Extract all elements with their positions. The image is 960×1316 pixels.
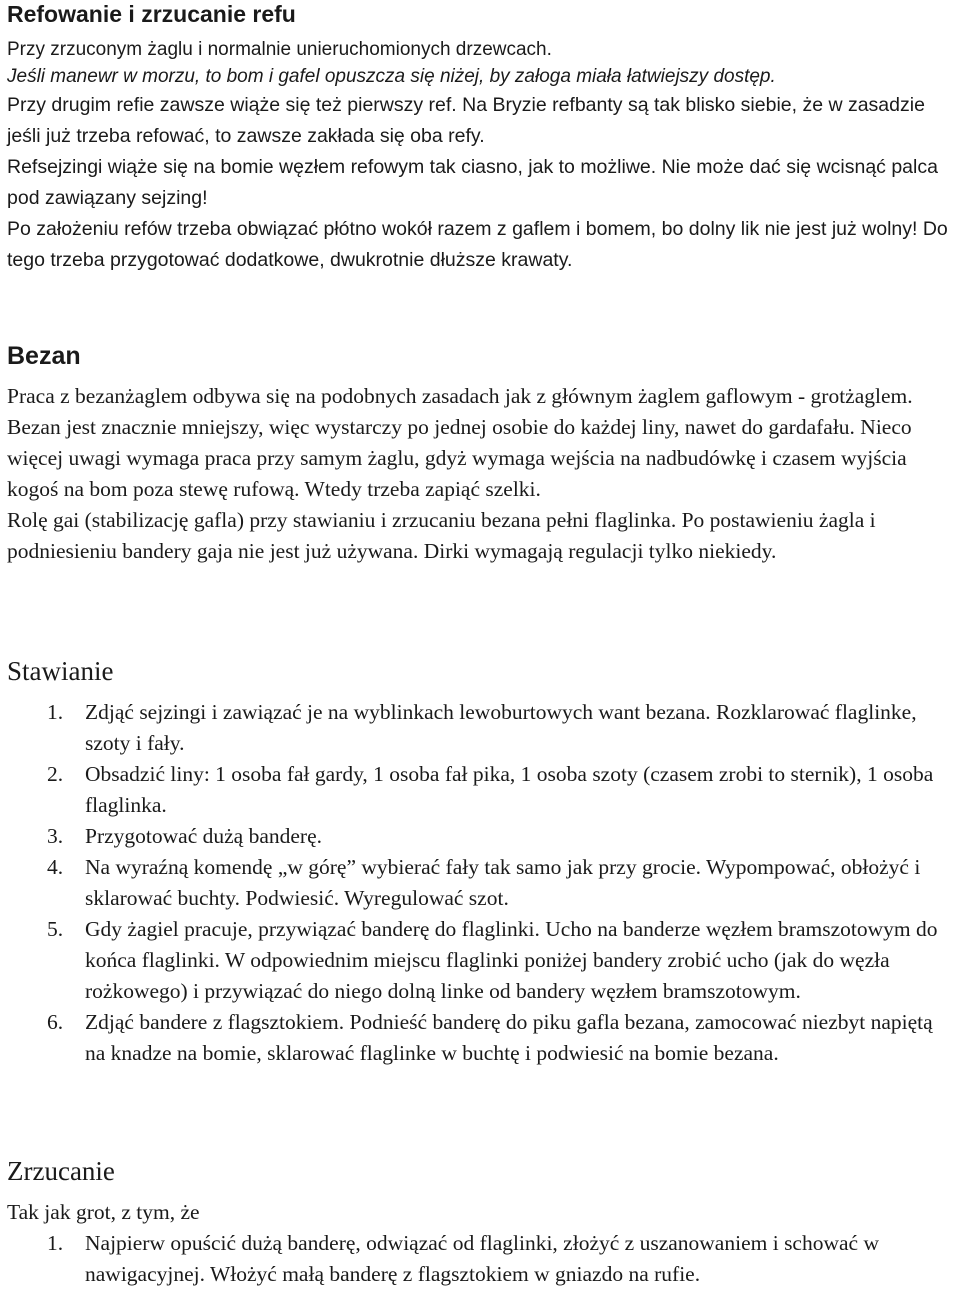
refowanie-line-3: Przy drugim refie zawsze wiąże się też pierwszy ref. Na Bryzie refbanty są tak blisko siebie, że w zasadzie jeśli już trzeba refować, to zawsze zakłada się oba refy. bbox=[7, 94, 925, 147]
list-item: 5. Gdy żagiel pracuje, przywiązać banderę do flaglinki. Ucho na banderze węzłem bramszotowym do końca flaglinki. W odpowiednim miejscu flaglinki poniżej bandery zrobić ucho (jak do węzła rożkowego) i przywiązać do niego dolną linke od bandery węzłem bramszotowym. bbox=[47, 917, 938, 1003]
refowanie-line-1: Przy zrzuconym żaglu i normalnie unieruchomionych drzewcach. bbox=[7, 39, 552, 60]
section-title-zrzucanie: Zrzucanie bbox=[7, 1156, 115, 1186]
bezan-body bbox=[7, 381, 952, 567]
refowanie-body bbox=[7, 37, 952, 276]
zrzucanie-intro: Tak jak grot, z tym, że bbox=[7, 1200, 200, 1224]
zrzucanie-list bbox=[7, 1228, 957, 1290]
section-title-stawianie: Stawianie bbox=[7, 656, 114, 686]
refowanie-line-2: Jeśli manewr w morzu, to bom i gafel opuszcza się niżej, by załoga miała łatwiejszy dostęp. bbox=[7, 65, 776, 87]
refowanie-line-5: Po założeniu refów trzeba obwiązać płótno wokół razem z gaflem i bomem, bo dolny lik nie jest już wolny! Do tego trzeba przygotować dodatkowe, dwukrotnie dłuższe krawaty. bbox=[7, 218, 948, 271]
list-item: 6. Zdjąć bandere z flagsztokiem. Podnieść banderę do piku gafla bezana, zamocować niezbyt napiętą na knadze na bomie, sklarować flaglinke w buchtę i podwiesić na bomie bezana. bbox=[47, 1010, 933, 1065]
section-title-refowanie: Refowanie i zrzucanie refu bbox=[7, 1, 296, 27]
list-item: 1. Zdjąć sejzingi i zawiązać je na wyblinkach lewoburtowych want bezana. Rozklarować flaglinke, szoty i fały. bbox=[47, 700, 917, 755]
bezan-paragraph-1: Praca z bezanżaglem odbywa się na podobnych zasadach jak z głównym żaglem gaflowym - grotżaglem. Bezan jest znacznie mniejszy, więc wystarczy po jednej osobie do każdej liny, nawet do gardafału. Nieco więcej uwagi wymaga praca przy samym żaglu, gdyż wymaga wejścia na nadbudówkę i czasem wyjścia kogoś na bom poza stewę rufową. Wtedy trzeba zapiąć szelki. bbox=[7, 384, 913, 501]
section-title-bezan: Bezan bbox=[7, 342, 81, 370]
refowanie-line-4: Refsejzingi wiąże się na bomie węzłem refowym tak ciasno, jak to możliwe. Nie może dać się wcisnąć palca pod zawiązany sejzing! bbox=[7, 156, 938, 209]
list-item: 3. Przygotować dużą banderę. bbox=[47, 824, 322, 848]
list-item: 1. Najpierw opuścić dużą banderę, odwiązać od flaglinki, złożyć z uszanowaniem i schować w nawigacyjnej. Włożyć małą banderę z flagsztokiem w gniazdo na rufie. bbox=[47, 1231, 879, 1286]
bezan-paragraph-2: Rolę gai (stabilizację gafla) przy stawianiu i zrzucaniu bezana pełni flaglinka. Po postawieniu żagla i podniesieniu bandery gaja nie jest już używana. Dirki wymagają regulacji tylko niekiedy. bbox=[7, 508, 876, 563]
list-item: 4. Na wyraźną komendę „w górę” wybierać fały tak samo jak przy grocie. Wypompować, obłożyć i sklarować buchty. Podwiesić. Wyregulować szot. bbox=[47, 855, 921, 910]
list-item: 2. Obsadzić liny: 1 osoba fał gardy, 1 osoba fał pika, 1 osoba szoty (czasem zrobi to sternik), 1 osoba flaglinka. bbox=[47, 762, 934, 817]
stawianie-list bbox=[7, 697, 957, 1069]
